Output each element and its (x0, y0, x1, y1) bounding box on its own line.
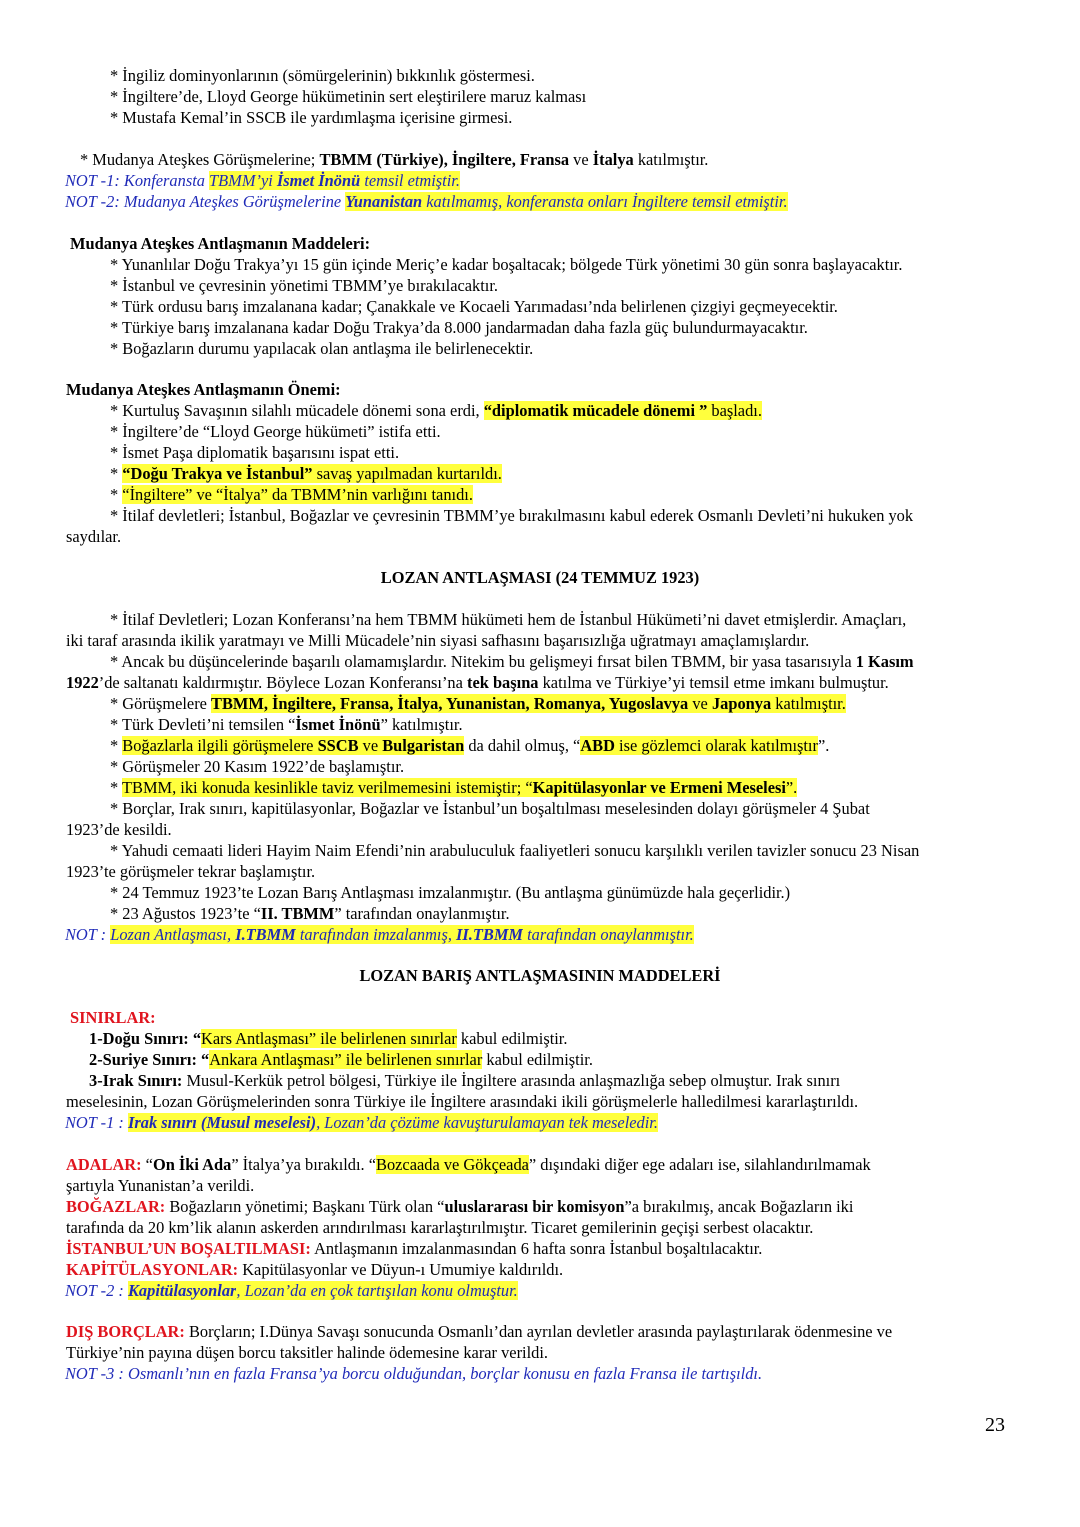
highlight: I.TBMM (235, 925, 296, 944)
text-run: ”. (817, 736, 830, 755)
text-run: ” katılmıştır. (380, 715, 463, 734)
onem-1 (110, 401, 762, 421)
sinir-irak-cont: meselesinin, Lozan Görüşmelerinden sonra Türkiye ile İngiltere arasındaki ikili görüşmelerle halledilmesi kararlaştırıldı. (66, 1092, 859, 1111)
text-run: tek başına (467, 673, 539, 692)
note-3-fransa: NOT -3 : Osmanlı’nın en fazla Fransa’ya borcu olduğundan, borçlar konusu en fazla Fransa ile tartışıldı. (65, 1364, 763, 1383)
highlight: Lozan Antlaşması, (110, 925, 236, 944)
madde-2: * İstanbul ve çevresinin yönetimi TBMM’ye bırakılacaktır. (110, 276, 498, 295)
highlight: tarafından imzalanmış, (295, 925, 457, 944)
text-run: TBMM (Türkiye), İngiltere, Fransa (319, 150, 570, 169)
lozan-taviz (110, 778, 797, 798)
note-1-ismet (65, 171, 460, 191)
highlight: TBMM, İngiltere, Fransa, İtalya, Yunanistan, Romanya, Yugoslavya (211, 694, 689, 713)
text-run: Musul-Kerkük petrol bölgesi, Türkiye ile İngiltere arasında anlaşmazlığa sebep olmuştur. Irak sınırı (182, 1071, 841, 1090)
highlight: TBMM, iki konuda kesinlikle taviz verilmemesini istemiştir; (122, 778, 522, 797)
bogazlar (66, 1197, 853, 1217)
highlight: İsmet İnönü (276, 171, 361, 190)
text-run: * Türk Devleti’ni temsilen “ (110, 715, 296, 734)
highlight: Kapitülasyonlar ve Ermeni Meselesi (532, 778, 786, 797)
text-run: ”a bırakılmış, ancak Boğazların iki (624, 1197, 854, 1216)
text-run: NOT -2 : (65, 1281, 128, 1300)
highlight: ve (358, 736, 383, 755)
highlight: SSCB (317, 736, 359, 755)
highlight: ”. (785, 778, 798, 797)
text-run: 1-Doğu Sınırı: “ (89, 1029, 202, 1048)
text-run: “ (141, 1155, 153, 1174)
text-run: * (110, 736, 123, 755)
text-run: * (110, 485, 123, 504)
text-run: Borçların; I.Dünya Savaşı sonucunda Osmanlı’dan ayrılan devletler arasında paylaştırılarak ödenmesine ve (184, 1322, 893, 1341)
lozan-kesildi: * Borçlar, Irak sınırı, kapitülasyonlar, Boğazlar ve İstanbul’un boşaltılması meselesinden dolayı görüşmeler 4 Şubat (110, 799, 870, 818)
page-number: 23 (985, 1414, 1005, 1436)
istanbul-bosaltilmasi (66, 1239, 762, 1259)
mudanya-participants (80, 150, 708, 170)
lozan-participants (110, 694, 846, 714)
highlight: katılmamış, konferansta onları İngiltere temsil etmiştir. (422, 192, 788, 211)
text-run: kabul edilmiştir. (482, 1050, 593, 1069)
lozan-hayim-naim-cont: 1923’te görüşmeler tekrar başlamıştır. (66, 862, 316, 881)
highlight: Bozcaada ve Gökçeada (376, 1155, 529, 1174)
note-lozan-tbmm (65, 925, 694, 945)
text-run: kabul edilmiştir. (456, 1029, 568, 1048)
highlight: başladı. (707, 401, 762, 420)
highlight: katılmıştır. (771, 694, 846, 713)
text-run: * (110, 778, 122, 797)
onem-6-cont: saydılar. (66, 527, 122, 546)
lozan-p1: * İtilaf Devletleri; Lozan Konferansı’na hem TBMM hükümeti hem de İstanbul Hükümeti’ni davet etmişlerdir. Amaçları, (110, 610, 907, 629)
sinir-suriye (89, 1050, 593, 1070)
sinir-irak (89, 1071, 840, 1091)
text-run: ’de saltanatı kaldırmıştır. Böylece Lozan Konferansı’na (98, 673, 467, 692)
text-run: İtalya (592, 150, 634, 169)
text-run: * Ancak bu düşüncelerinde başarılı olamamışlardır. Nitekim bu gelişmeyi fırsat bilen TBMM, bir yasa tasarısıyla (110, 652, 856, 671)
text-run: NOT -1: Konferansta (65, 171, 210, 190)
highlight: , Lozan’da en çok tartışılan konu olmuştur. (236, 1281, 518, 1300)
section-label: DIŞ BORÇLAR: (66, 1322, 185, 1341)
highlight: Boğazlarla ilgili görüşmelere (122, 736, 318, 755)
lozan-kesildi-cont: 1923’de kesildi. (66, 820, 172, 839)
text-run: ve (569, 150, 593, 169)
heading-mudanya-onemi: Mudanya Ateşkes Antlaşmanın Önemi: (66, 380, 341, 399)
note-2-yunanistan (65, 192, 788, 212)
madde-4: * Türkiye barış imzalanana kadar Doğu Trakya’da 8.000 jandarmadan daha fazla güç bulundurmayacaktır. (110, 318, 808, 337)
kapitulasyonlar (66, 1260, 563, 1280)
text-run: NOT : (65, 925, 111, 944)
section-label: ADALAR: (66, 1155, 142, 1174)
highlight: “diplomatik mücadele dönemi ” (483, 401, 708, 420)
highlight: , Lozan’da çözüme kavuşturulamayan tek meseledir. (316, 1113, 658, 1132)
onem-4 (110, 464, 502, 484)
section-label: KAPİTÜLASYONLAR: (66, 1260, 239, 1279)
highlight: tarafından onaylanmıştır. (523, 925, 694, 944)
madde-3: * Türk ordusu barış imzalanana kadar; Çanakkale ve Kocaeli Yarımadası’nda belirlenen çizgiyi geçmeyecektir. (110, 297, 838, 316)
text-run: NOT -2: Mudanya Ateşkes Görüşmelerine (65, 192, 346, 211)
lozan-ismet (110, 715, 463, 735)
text-run: İsmet İnönü (295, 715, 381, 734)
adalar (66, 1155, 871, 1175)
highlight: Bulgaristan (382, 736, 465, 755)
text-run: II. TBMM (260, 904, 335, 923)
highlight: savaş yapılmadan kurtarıldı. (312, 464, 502, 483)
text-run: * Kurtuluş Savaşının silahlı mücadele dönemi sona erdi, (110, 401, 484, 420)
text-run: * Görüşmelere (110, 694, 212, 713)
madde-5: * Boğazların durumu yapılacak olan antlaşma ile belirlenecektir. (110, 339, 534, 358)
lozan-p2 (110, 652, 914, 672)
highlight: Yunanistan (345, 192, 423, 211)
onem-5 (110, 485, 473, 505)
text-run: NOT -1 : (65, 1113, 128, 1132)
lozan-imza: * 24 Temmuz 1923’te Lozan Barış Antlaşması imzalanmıştır. (Bu antlaşma günümüzde hala geçerlidir.) (110, 883, 791, 902)
text-run: ” İtalya’ya bırakıldı. “ (231, 1155, 377, 1174)
text-run: * Mudanya Ateşkes Görüşmelerine; (80, 150, 320, 169)
highlight: ve (688, 694, 712, 713)
onem-6: * İtilaf devletleri; İstanbul, Boğazlar ve çevresinin TBMM’ye bırakılmasını kabul ederek Osmanlı Devleti’ni hukuken yok (110, 506, 914, 525)
text-run: On İki Ada (152, 1155, 232, 1174)
section-label: İSTANBUL’UN BOŞALTILMASI: (66, 1239, 311, 1258)
highlight: temsil etmiştir. (360, 171, 460, 190)
text-run: 3-Irak Sınırı: (89, 1071, 183, 1090)
adalar-cont: şartıyla Yunanistan’a verildi. (66, 1176, 255, 1195)
highlight: “ (521, 778, 533, 797)
highlight: “İngiltere” ve “İtalya” da TBMM’nin varlığını tanıdı. (122, 485, 473, 504)
highlight: Irak sınırı (Musul meselesi) (128, 1113, 317, 1132)
highlight: “Doğu Trakya ve İstanbul” (122, 464, 313, 483)
onem-2: * İngiltere’de “Lloyd George hükümeti” istifa etti. (110, 422, 441, 441)
text-run: 1 Kasım (855, 652, 914, 671)
heading-lozan-maddeleri: LOZAN BARIŞ ANTLAŞMASININ MADDELERİ (359, 966, 721, 985)
text-run: da dahil olmuş, “ (464, 736, 581, 755)
text-run: 2-Suriye Sınırı: “ (89, 1050, 210, 1069)
text-run: katılma ve Türkiye’yi temsil etme imkanı bulmuştur. (538, 673, 889, 692)
highlight: Kars Antlaşması” ile belirlenen sınırlar (201, 1029, 457, 1048)
bogazlar-cont: tarafında da 20 km’lik alanın askerden arındırılması kararlaştırılmıştır. Ticaret gemilerinin geçişi serbest olacaktır. (66, 1218, 814, 1237)
heading-lozan: LOZAN ANTLAŞMASI (24 TEMMUZ 1923) (380, 568, 700, 587)
text-run: Kapitülasyonlar ve Düyun-ı Umumiye kaldırıldı. (238, 1260, 564, 1279)
heading-sinirlar: SINIRLAR: (70, 1008, 156, 1027)
dis-borclar (66, 1322, 892, 1342)
text-run: * (110, 464, 123, 483)
bullet-dominions: * İngiliz dominyonlarının (sömürgelerinin) bıkkınlık göstermesi. (110, 66, 535, 85)
text-run: Antlaşmanın imzalanmasından 6 hafta sonra İstanbul boşaltılacaktır. (310, 1239, 763, 1258)
lozan-bogazlar (110, 736, 829, 756)
text-run: uluslararası bir komisyon (444, 1197, 625, 1216)
sinir-dogu (89, 1029, 567, 1049)
text-run: Boğazların yönetimi; Başkanı Türk olan “ (165, 1197, 445, 1216)
bullet-sscb: * Mustafa Kemal’in SSCB ile yardımlaşma içerisine girmesi. (110, 108, 513, 127)
highlight: TBMM’yi (209, 171, 277, 190)
text-run: 1922 (66, 673, 99, 692)
highlight: Japonya (711, 694, 772, 713)
lozan-start-date: * Görüşmeler 20 Kasım 1922’de başlamıştır. (110, 757, 405, 776)
dis-borclar-cont: Türkiye’nin payına düşen borcu taksitler halinde ödemesine karar verildi. (66, 1343, 548, 1362)
text-run: katılmıştır. (633, 150, 709, 169)
madde-1: * Yunanlılar Doğu Trakya’yı 15 gün içinde Meriç’e kadar boşaltacak; bölgede Türk yönetimi 30 gün sonra başlayacaktır. (110, 255, 903, 274)
highlight: ABD (580, 736, 615, 755)
lozan-p2-cont (66, 673, 889, 693)
lozan-p1-cont: iki taraf arasında ikilik yaratmayı ve Milli Mücadele’nin siyasi safhasını başarısızlığa uğratmayı amaçlamışlardır. (66, 631, 810, 650)
highlight: ise gözlemci olarak katılmıştır (614, 736, 818, 755)
note-2-kapitulasyon (65, 1281, 518, 1301)
bullet-lloyd-george: * İngiltere’de, Lloyd George hükümetinin sert eleştirilere maruz kalması (110, 87, 587, 106)
onem-3: * İsmet Paşa diplomatik başarısını ispat etti. (110, 443, 400, 462)
highlight: Ankara Antlaşması” ile belirlenen sınırlar (209, 1050, 483, 1069)
note-1-irak (65, 1113, 658, 1133)
highlight: Kapitülasyonlar (128, 1281, 237, 1300)
highlight: II.TBMM (456, 925, 523, 944)
section-label: BOĞAZLAR: (66, 1197, 166, 1216)
text-run: ” dışındaki diğer ege adaları ise, silahlandırılmamak (528, 1155, 871, 1174)
lozan-onay (110, 904, 510, 924)
text-run: * 23 Ağustos 1923’te “ (110, 904, 261, 923)
lozan-hayim-naim: * Yahudi cemaati lideri Hayim Naim Efendi’nin arabuluculuk faaliyetleri sonucu karşılıklı verilen tavizler sonucu 23 Nisan (110, 841, 920, 860)
heading-mudanya-maddeleri: Mudanya Ateşkes Antlaşmanın Maddeleri: (70, 234, 371, 253)
text-run: ” tarafından onaylanmıştır. (334, 904, 510, 923)
